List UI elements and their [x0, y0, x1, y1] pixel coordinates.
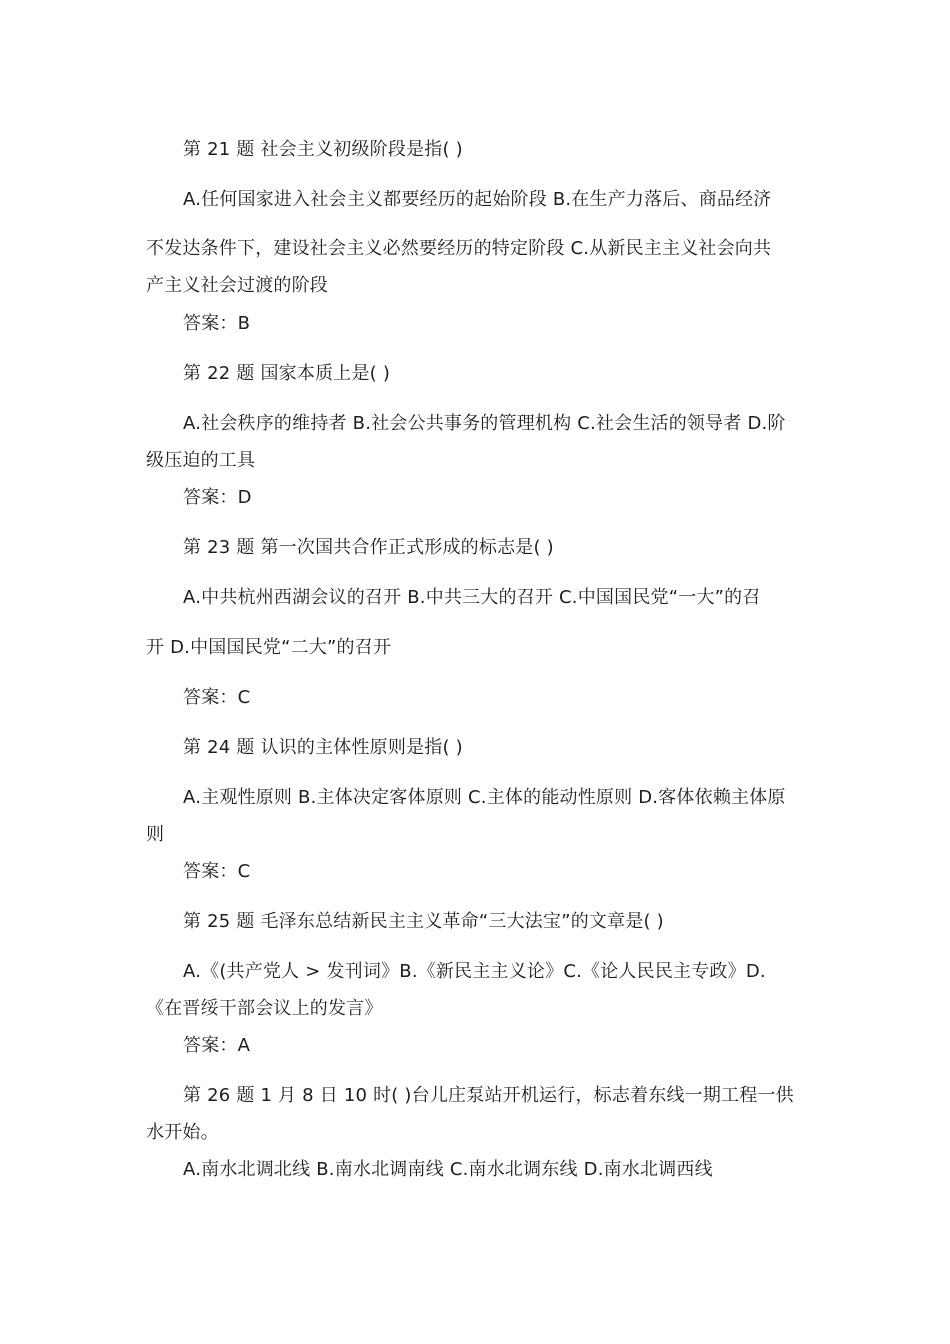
- question-23-title: 第 23 题 第一次国共合作正式形成的标志是( ): [183, 537, 554, 558]
- question-24-options-line-2: 则: [146, 824, 165, 845]
- question-23-options-line-1: A.中共杭州西湖会议的召开 B.中共三大的召开 C.中国国民党“一大”的召: [183, 587, 761, 608]
- question-22-options-line-2: 级压迫的工具: [146, 450, 256, 471]
- question-22-options-line-1: A.社会秩序的维持者 B.社会公共事务的管理机构 C.社会生活的领导者 D.阶: [183, 413, 786, 434]
- question-25-answer: 答案：A: [183, 1035, 251, 1056]
- question-21-options-line-2: 不发达条件下，建设社会主义必然要经历的特定阶段 C.从新民主主义社会向共: [146, 238, 772, 259]
- question-21-answer: 答案：B: [183, 313, 251, 334]
- question-21-options-line-3: 产主义社会过渡的阶段: [146, 275, 328, 296]
- question-24-answer: 答案：C: [183, 861, 251, 882]
- question-26-title-continued: 水开始。: [146, 1122, 219, 1143]
- question-23-answer: 答案：C: [183, 687, 251, 708]
- question-25-title: 第 25 题 毛泽东总结新民主主义革命“三大法宝”的文章是( ): [183, 911, 664, 932]
- question-21-title: 第 21 题 社会主义初级阶段是指( ): [183, 139, 463, 160]
- question-22-answer: 答案：D: [183, 487, 252, 508]
- question-23-options-line-2: 开 D.中国国民党“二大”的召开: [146, 637, 392, 658]
- question-22-title: 第 22 题 国家本质上是( ): [183, 363, 391, 384]
- question-26-options-line-1: A.南水北调北线 B.南水北调南线 C.南水北调东线 D.南水北调西线: [183, 1159, 713, 1180]
- question-26-title: 第 26 题 1 月 8 日 10 时( )台儿庄泵站开机运行，标志着东线一期工程一供: [183, 1085, 794, 1106]
- question-21-options-line-1: A.任何国家进入社会主义都要经历的起始阶段 B.在生产力落后、商品经济: [183, 189, 772, 210]
- question-24-options-line-1: A.主观性原则 B.主体决定客体原则 C.主体的能动性原则 D.客体依赖主体原: [183, 787, 786, 808]
- question-25-options-line-1: A.《(共产党人 > 发刊词》B.《新民主主义论》C.《论人民民主专政》D.: [183, 961, 766, 982]
- question-24-title: 第 24 题 认识的主体性原则是指( ): [183, 737, 463, 758]
- question-25-options-line-2: 《在晋绥干部会议上的发言》: [146, 998, 383, 1019]
